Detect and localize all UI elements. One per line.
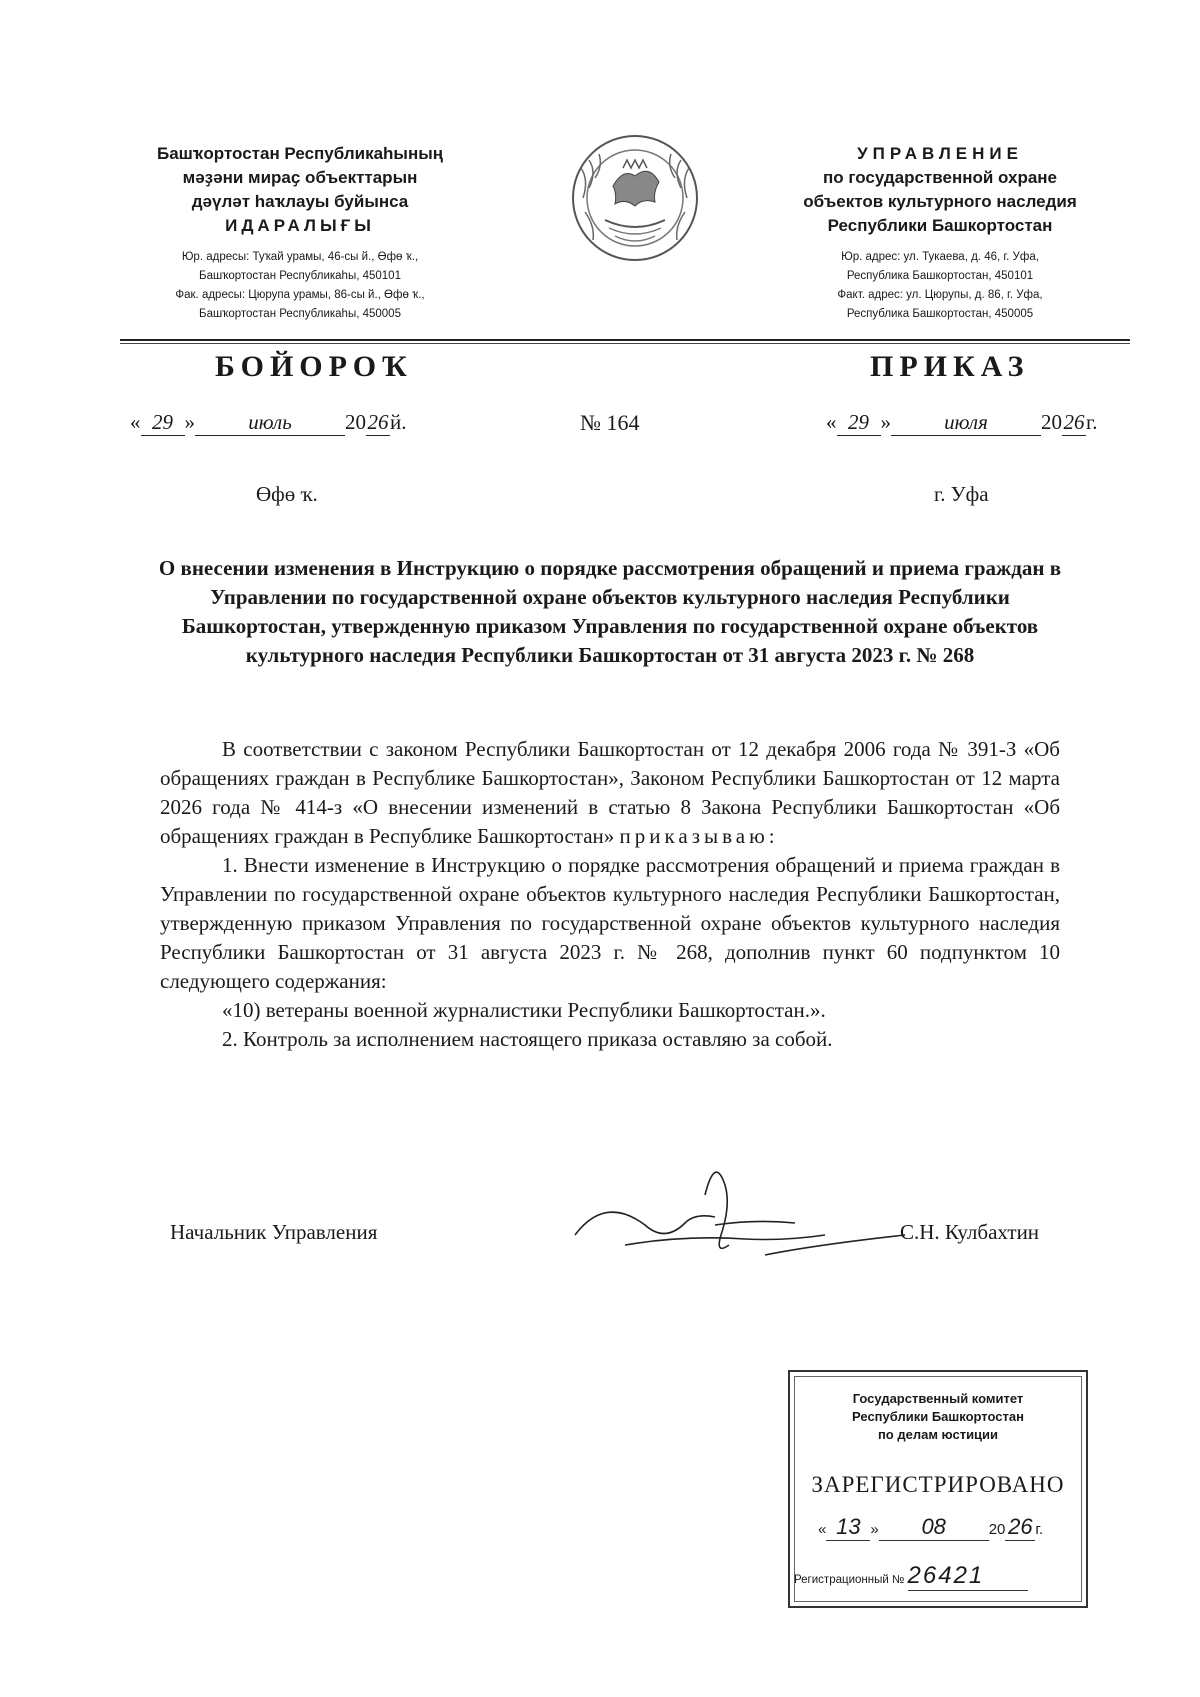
header-left-addr2: Башҡортостан Республикаһы, 450101 bbox=[199, 270, 401, 282]
header-right-block bbox=[770, 142, 1110, 324]
date-right-close: » bbox=[880, 410, 891, 434]
header-divider-thick bbox=[120, 339, 1130, 341]
header-left-addr4: Башҡортостан Республикаһы, 450005 bbox=[199, 308, 401, 320]
date-left-suffix: й. bbox=[390, 410, 407, 434]
header-right-addr3: Факт. адрес: ул. Цюрупы, д. 86, г. Уфа, bbox=[837, 289, 1043, 301]
header-left-line2: мәҙәни мираҫ объекттарын bbox=[182, 168, 418, 187]
body-quote: «10) ветераны военной журналистики Республики Башкортостан.». bbox=[222, 998, 826, 1022]
date-left-close: » bbox=[184, 410, 195, 434]
date-right-year-suffix: 26 bbox=[1063, 410, 1085, 434]
date-right bbox=[826, 410, 1098, 436]
stamp-date-year-suffix: 26 bbox=[1005, 1514, 1035, 1541]
signatory-name: С.Н. Кулбахтин bbox=[900, 1220, 1040, 1244]
body-intro-paragraph bbox=[160, 735, 1060, 851]
header-left-addr1: Юр. адресы: Туҡай урамы, 46-сы й., Өфө ҡ., bbox=[181, 251, 419, 263]
stamp-org-line1: Государственный комитет bbox=[852, 1391, 1024, 1406]
order-number: № 164 bbox=[580, 410, 640, 435]
header-right-addr4: Республика Башкортостан, 450005 bbox=[846, 308, 1034, 320]
signatory-title: Начальник Управления bbox=[170, 1220, 378, 1244]
stamp-organization bbox=[790, 1390, 1086, 1444]
header-right-line2: по государственной охране bbox=[822, 168, 1058, 187]
stamp-date bbox=[818, 1514, 1043, 1541]
body-item-1: 1. Внести изменение в Инструкцию о порядке рассмотрения обращений и приема граждан в Управлении по государственной охране объектов культурного наследия Республики Башкортостан, утвержденную приказом Управления по государственной охране объектов культурного наследия Республики Башкортостан от 31 августа 2023 г. № 268, дополнив пункт 60 подпунктом 10 следующего содержания: bbox=[160, 853, 1060, 993]
header-right-line4: Республики Башкортостан bbox=[827, 216, 1053, 235]
header-left-line4: ИДАРАЛЫҒЫ bbox=[225, 216, 375, 235]
date-left-year-suffix: 26 bbox=[367, 410, 389, 434]
date-left-open: « bbox=[130, 410, 141, 434]
date-right-year-prefix: 20 bbox=[1041, 410, 1062, 434]
header-left-address bbox=[120, 248, 480, 324]
stamp-date-month: 08 bbox=[879, 1514, 989, 1541]
header-right-line1: УПРАВЛЕНИЕ bbox=[857, 144, 1023, 163]
stamp-org-line3: по делам юстиции bbox=[877, 1427, 999, 1442]
stamp-reg-number: 26421 bbox=[908, 1562, 1028, 1591]
header-left-block bbox=[120, 142, 480, 324]
date-right-day: 29 bbox=[837, 410, 881, 436]
stamp-date-open: « bbox=[818, 1521, 827, 1538]
handwritten-signature bbox=[565, 1155, 915, 1275]
date-left-year-prefix: 20 bbox=[345, 410, 366, 434]
header-left-line3: дәүләт һаҡлауы буйынса bbox=[191, 192, 409, 211]
doc-type-right: ПРИКАЗ bbox=[870, 350, 1030, 383]
stamp-status: ЗАРЕГИСТРИРОВАНО bbox=[811, 1472, 1065, 1497]
date-right-month: июля bbox=[891, 410, 1041, 436]
date-left bbox=[130, 410, 407, 436]
body-order-word: приказываю: bbox=[619, 824, 779, 848]
header-right-address bbox=[770, 248, 1110, 324]
header-left-line1: Башҡортостан Республикаһының bbox=[156, 144, 444, 163]
stamp-date-year-prefix: 20 bbox=[988, 1521, 1006, 1538]
header-right-addr1: Юр. адрес: ул. Тукаева, д. 46, г. Уфа, bbox=[841, 251, 1039, 263]
stamp-reg-label: Регистрационный № bbox=[794, 1574, 905, 1586]
date-right-suffix: г. bbox=[1086, 410, 1098, 434]
stamp-date-close: » bbox=[870, 1521, 879, 1538]
header-right-addr2: Республика Башкортостан, 450101 bbox=[846, 270, 1034, 282]
order-body bbox=[160, 735, 1060, 1054]
registration-stamp bbox=[788, 1370, 1088, 1608]
city-left: Өфө ҡ. bbox=[256, 482, 318, 506]
stamp-date-suffix: г. bbox=[1035, 1521, 1044, 1538]
coat-of-arms-emblem bbox=[565, 128, 705, 268]
city-right: г. Уфа bbox=[934, 482, 989, 506]
order-subject-title: О внесении изменения в Инструкцию о порядке рассмотрения обращений и приема граждан в Управлении по государственной охране объектов культурного наследия Республики Башкортостан, утвержденную приказом Управления по государственной охране объектов культурного наследия Республики Башкортостан от 31 августа 2023 г. № 268 bbox=[158, 556, 1062, 667]
body-item-2: 2. Контроль за исполнением настоящего приказа оставляю за собой. bbox=[222, 1027, 833, 1051]
date-left-month: июль bbox=[195, 410, 345, 436]
stamp-date-day: 13 bbox=[826, 1514, 870, 1541]
date-left-day: 29 bbox=[141, 410, 185, 436]
header-divider-thin bbox=[120, 343, 1130, 344]
header-right-line3: объектов культурного наследия bbox=[803, 192, 1077, 211]
doc-type-left: БОЙОРОҠ bbox=[215, 350, 413, 383]
header-left-addr3: Фак. адресы: Цюрупа урамы, 86-сы й., Өфө ҡ., bbox=[175, 289, 425, 301]
body-intro-text: В соответствии с законом Республики Башкортостан от 12 декабря 2006 года № 391-З «Об обращениях граждан в Республике Башкортостан», Законом Республики Башкортостан от 12 марта 2026 года № 414-з «О внесении изменений в статью 8 Закона Республики Башкортостан «Об обращениях граждан в Республике Башкортостан» bbox=[160, 737, 1060, 848]
stamp-registration-number bbox=[794, 1562, 1028, 1591]
date-right-open: « bbox=[826, 410, 837, 434]
stamp-org-line2: Республики Башкортостан bbox=[852, 1409, 1024, 1424]
